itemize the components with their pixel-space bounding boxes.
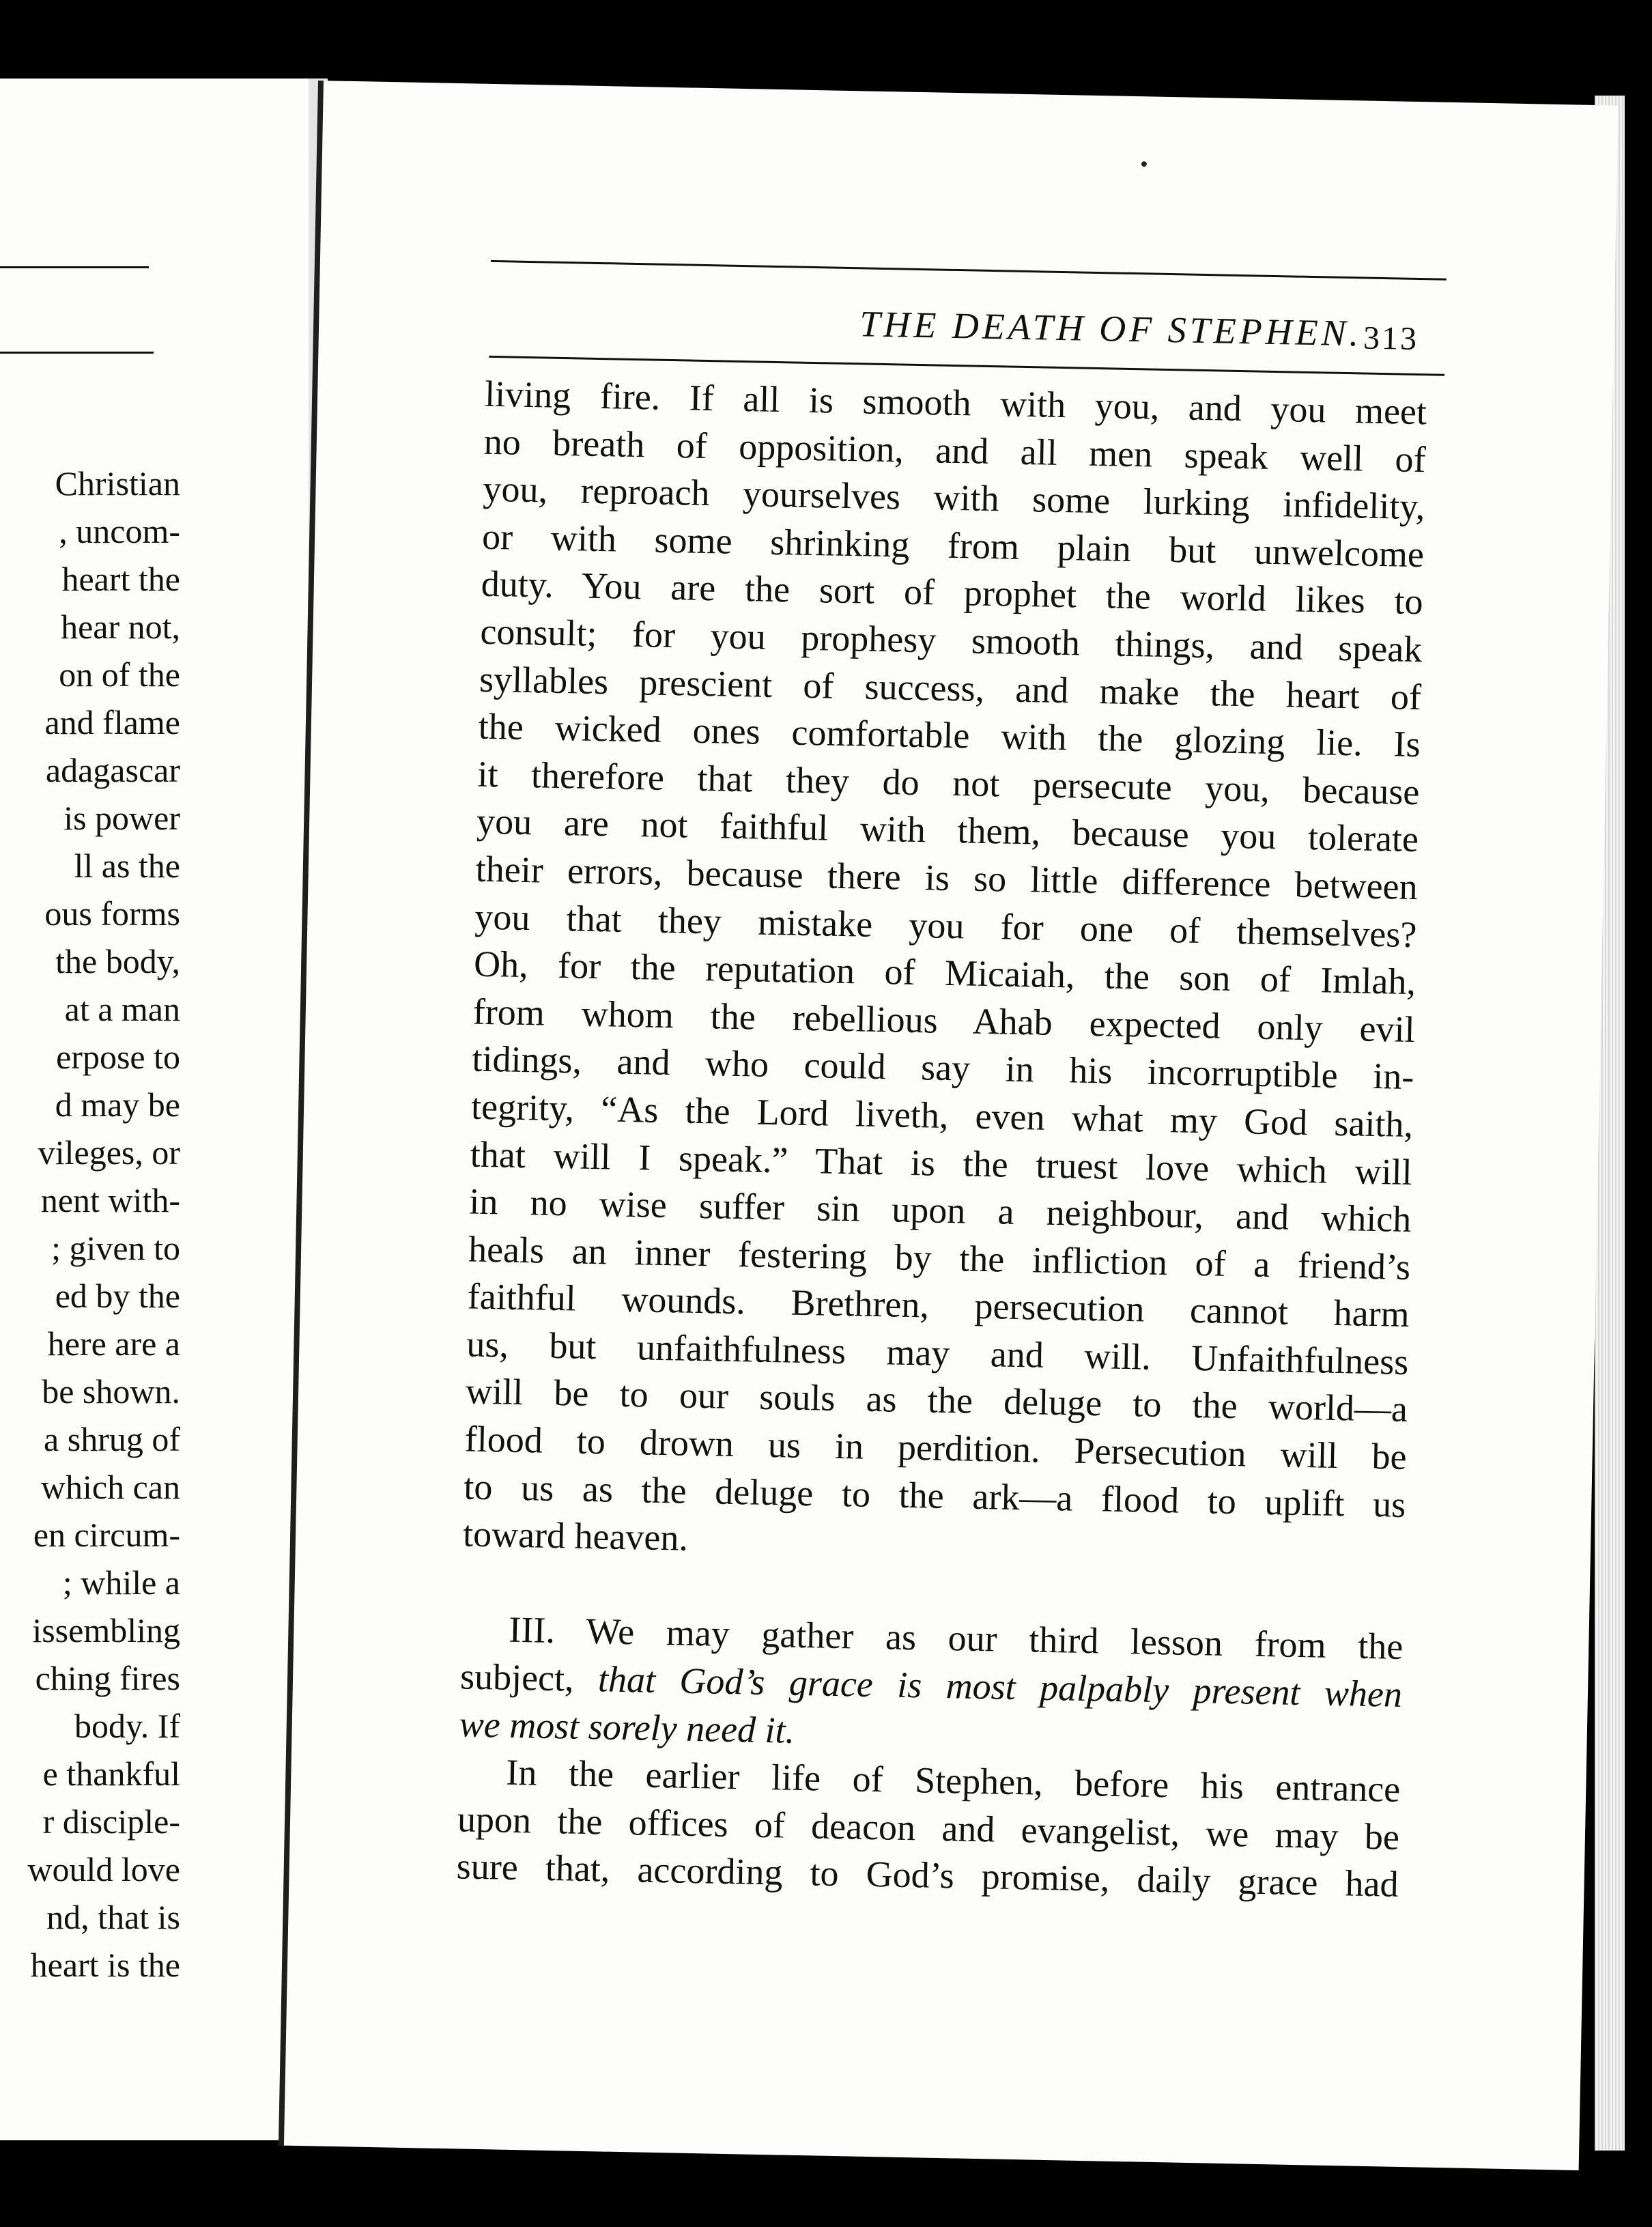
- paragraph1-line: to us as the deluge to the ark—a flood to uplift us: [463, 1466, 1406, 1525]
- paragraph1-line: it therefore that they do not persecute you, because: [476, 753, 1420, 812]
- paragraph1-line: flood to drown us in perdition. Persecution will be: [464, 1418, 1408, 1478]
- page-number: 313: [1363, 320, 1419, 358]
- left-page-line: heart the: [61, 560, 180, 598]
- paragraph1-line: duty. You are the sort of prophet the world likes to: [481, 563, 1424, 623]
- paragraph1-line: tegrity, “As the Lord liveth, even what my God saith,: [470, 1086, 1414, 1145]
- paragraph1-line: heals an inner festering by the infliction of a friend’s: [468, 1228, 1411, 1288]
- paragraph3-line: upon the offices of deacon and evangelist, we may be: [457, 1798, 1400, 1858]
- paragraph1-line: faithful wounds. Brethren, persecution cannot harm: [467, 1275, 1410, 1335]
- subject-prefix: subject,: [459, 1656, 575, 1699]
- paragraph3-line: In the earlier life of Stephen, before his entrance: [505, 1751, 1401, 1811]
- paragraph1-line: the wicked ones comfortable with the glozing lie. Is: [478, 705, 1421, 765]
- paragraph1-line: you that they mistake you for one of themselves?: [474, 896, 1417, 955]
- left-page-line: on of the: [59, 655, 180, 694]
- left-facing-page: [0, 79, 313, 2140]
- paragraph1-line: you, reproach yourselves with some lurking infidelity,: [482, 468, 1425, 528]
- left-page-line: a shrug of: [44, 1420, 180, 1458]
- left-page-line: ; while a: [62, 1563, 180, 1602]
- header-rule-top: [491, 260, 1447, 281]
- left-page-line: is power: [63, 799, 180, 837]
- left-page-line: here are a: [47, 1324, 180, 1363]
- left-page-line: adagascar: [45, 751, 180, 789]
- left-page-line: ll as the: [74, 847, 180, 885]
- paragraph1-line: syllables prescient of success, and make the heart of: [479, 658, 1422, 718]
- left-page-text: [0, 459, 180, 1989]
- right-page: [279, 81, 1619, 2170]
- paragraph1-line: you are not faithful with them, because you tolerate: [476, 801, 1419, 860]
- left-page-line: would love: [27, 1850, 180, 1888]
- lesson-emphasis-continued: we most sorely need it.: [459, 1703, 795, 1751]
- left-page-line: nent with-: [40, 1181, 180, 1219]
- paragraph3-line: sure that, according to God’s promise, daily grace had: [456, 1845, 1399, 1905]
- left-page-line: heart is the: [30, 1946, 180, 1984]
- left-page-line: be shown.: [42, 1372, 180, 1410]
- left-page-rule-top: [0, 266, 149, 268]
- paragraph1-line: living fire. If all is smooth with you, and you meet: [484, 373, 1427, 433]
- ink-speck: [1141, 161, 1147, 167]
- left-page-line: body. If: [74, 1707, 180, 1745]
- left-page-line: ching fires: [35, 1659, 180, 1697]
- left-page-line: ; given to: [51, 1229, 180, 1267]
- paragraph1-line: or with some shrinking from plain but unwelcome: [481, 515, 1425, 576]
- paragraph1-line: no breath of opposition, and all men speak well of: [483, 421, 1427, 480]
- left-page-line: nd, that is: [46, 1898, 180, 1936]
- left-page-line: the body,: [55, 942, 180, 980]
- left-page-line: at a man: [64, 990, 180, 1028]
- left-page-line: and flame: [44, 703, 180, 741]
- left-page-line: vileges, or: [38, 1133, 180, 1172]
- left-page-line: issembling: [32, 1611, 180, 1649]
- left-page-line: r disciple-: [42, 1802, 180, 1841]
- left-page-line: ous forms: [44, 894, 180, 933]
- paragraph1-line: that will I speak.” That is the truest love which will: [470, 1133, 1413, 1193]
- running-title: THE DEATH OF STEPHEN.: [859, 303, 1363, 354]
- lesson-emphasis: that God’s grace is most palpably present when: [597, 1658, 1403, 1715]
- paragraph1-line: toward heaven.: [462, 1513, 689, 1559]
- left-page-line: Christian: [55, 464, 180, 502]
- paragraph1-line: in no wise suffer sin upon a neighbour, and which: [468, 1180, 1412, 1240]
- left-page-line: d may be: [55, 1086, 180, 1124]
- section-3-heading-line: III. We may gather as our third lesson from the: [508, 1609, 1404, 1668]
- left-page-rule-bottom: [0, 352, 154, 354]
- left-page-line: ed by the: [55, 1277, 180, 1315]
- left-page-line: , uncom-: [59, 512, 180, 550]
- paragraph1-line: consult; for you prophesy smooth things, and speak: [479, 610, 1423, 670]
- left-page-line: e thankful: [42, 1755, 180, 1793]
- paragraph1-line: tidings, and who could say in his incorruptible in-: [471, 1038, 1414, 1098]
- paragraph1-line: us, but unfaithfulness may and will. Unfaithfulness: [466, 1323, 1409, 1382]
- left-page-line: which can: [40, 1468, 180, 1506]
- left-page-line: en circum-: [33, 1516, 180, 1554]
- paragraph1-line: Oh, for the reputation of Micaiah, the son of Imlah,: [473, 943, 1416, 1003]
- paragraph1-line: will be to our souls as the deluge to the world—a: [465, 1370, 1408, 1430]
- left-page-line: hear not,: [61, 608, 180, 646]
- left-page-line: erpose to: [56, 1038, 180, 1076]
- paragraph1-line: their errors, because there is so little difference between: [475, 848, 1419, 908]
- body-text: [456, 371, 1427, 1909]
- paragraph1-line: from whom the rebellious Ahab expected only evil: [472, 991, 1416, 1050]
